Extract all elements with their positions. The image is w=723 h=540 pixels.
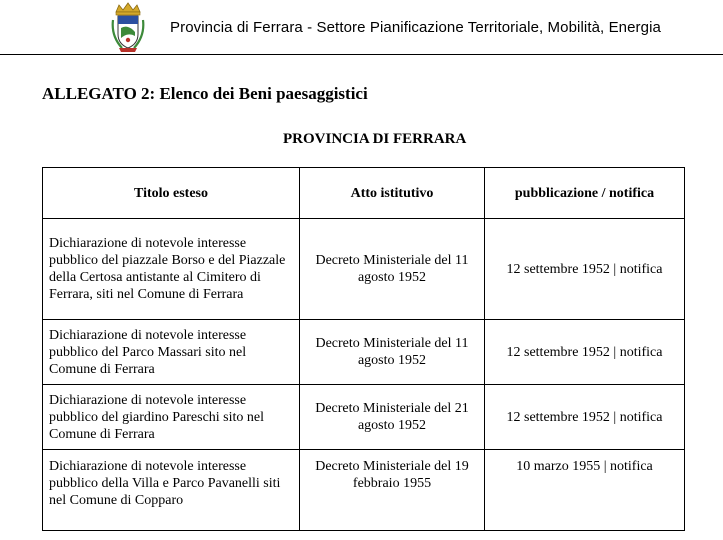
cell-publication: 12 settembre 1952 | notifica (485, 385, 685, 450)
table-row (43, 320, 685, 385)
cell-publication: 12 settembre 1952 | notifica (485, 219, 685, 320)
cell-act: Decreto Ministeriale del 11 agosto 1952 (300, 320, 485, 385)
beni-table (42, 167, 685, 531)
column-header-atto: Atto istitutivo (300, 168, 485, 219)
column-header-titolo: Titolo esteso (43, 168, 300, 219)
cell-publication: 10 marzo 1955 | notifica (485, 450, 685, 531)
table-row (43, 450, 685, 531)
cell-act: Decreto Ministeriale del 19 febbraio 1955 (300, 450, 485, 531)
table-header-row (43, 168, 685, 219)
cell-act: Decreto Ministeriale del 11 agosto 1952 (300, 219, 485, 320)
cell-title: Dichiarazione di notevole interesse pubblico del Parco Massari sito nel Comune di Ferrara (43, 320, 300, 385)
cell-title: Dichiarazione di notevole interesse pubblico del giardino Pareschi sito nel Comune di Ferrara (43, 385, 300, 450)
page-header (0, 0, 723, 56)
province-heading: PROVINCIA DI FERRARA (283, 131, 467, 147)
document-title: ALLEGATO 2: Elenco dei Beni paesaggistici (42, 84, 368, 103)
province-crest-icon (110, 2, 146, 54)
header-title: Provincia di Ferrara - Settore Pianificazione Territoriale, Mobilità, Energia (170, 19, 661, 36)
header-divider (0, 54, 723, 55)
table-row (43, 385, 685, 450)
cell-title: Dichiarazione di notevole interesse pubblico del piazzale Borso e del Piazzale della Certosa antistante al Cimitero di Ferrara, siti nel Comune di Ferrara (43, 219, 300, 320)
cell-title: Dichiarazione di notevole interesse pubblico della Villa e Parco Pavanelli siti nel Comune di Copparo (43, 450, 300, 531)
cell-act: Decreto Ministeriale del 21 agosto 1952 (300, 385, 485, 450)
column-header-pubblicazione: pubblicazione / notifica (485, 168, 685, 219)
table-row (43, 219, 685, 320)
cell-publication: 12 settembre 1952 | notifica (485, 320, 685, 385)
